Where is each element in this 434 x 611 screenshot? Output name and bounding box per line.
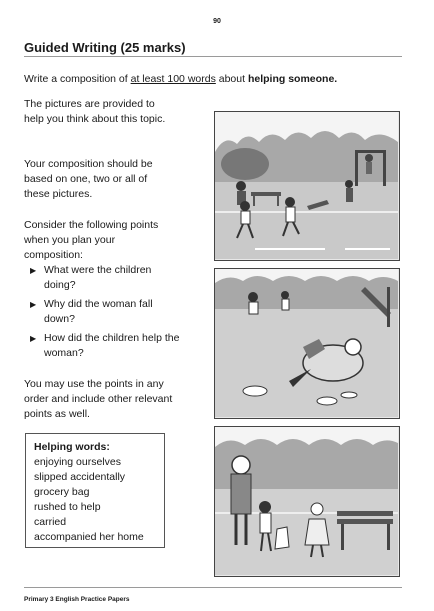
footer-divider [24, 587, 402, 588]
task-instruction [24, 73, 337, 85]
helping-word: grocery bag [34, 486, 90, 498]
helping-words-list [34, 455, 156, 545]
guiding-point [24, 297, 184, 327]
guiding-point-text: What were the children doing? [44, 264, 152, 291]
children-help-illustration [215, 427, 398, 575]
playground-illustration [215, 112, 398, 259]
triangle-bullet-icon: ▶ [30, 300, 37, 309]
guiding-point-text: Why did the woman fall down? [44, 298, 153, 325]
helping-words-title: Helping words: [34, 441, 110, 453]
footer-book-title: Primary 3 English Practice Papers [24, 596, 130, 603]
section-heading: Guided Writing (25 marks) [24, 40, 186, 55]
triangle-bullet-icon: ▶ [30, 334, 37, 343]
instruction-middle: about [215, 73, 248, 85]
helping-word: carried [34, 516, 67, 528]
helping-word: accompanied her home [34, 531, 144, 543]
helping-words-box [25, 433, 165, 548]
woman-falls-illustration [215, 269, 398, 417]
picture-playground [214, 111, 400, 261]
guiding-point-text: How did the children help the woman? [44, 332, 180, 359]
helping-word: rushed to help [34, 501, 101, 513]
instruction-prefix: Write a composition of [24, 73, 131, 85]
may-use-points-text: You may use the points in any order and include other relevant points as well. [24, 378, 173, 420]
based-on-text: Your composition should be based on one, two or all of these pictures. [24, 158, 153, 200]
helping-word: enjoying ourselves [34, 456, 121, 468]
page-number: 90 [213, 18, 221, 25]
guiding-points-list [24, 263, 184, 365]
helping-word: slipped accidentally [34, 471, 126, 483]
word-count-requirement: at least 100 words [130, 73, 216, 85]
guiding-point [24, 263, 184, 293]
triangle-bullet-icon: ▶ [30, 266, 37, 275]
picture-woman-falls [214, 268, 400, 419]
consider-points-text: Consider the following points when you plan your composition: [24, 219, 159, 261]
pictures-provided-text: The pictures are provided to help you think about this topic. [24, 98, 166, 125]
picture-children-help [214, 426, 400, 577]
guiding-point [24, 331, 184, 361]
composition-topic: helping someone. [247, 73, 338, 85]
heading-divider [24, 56, 402, 57]
